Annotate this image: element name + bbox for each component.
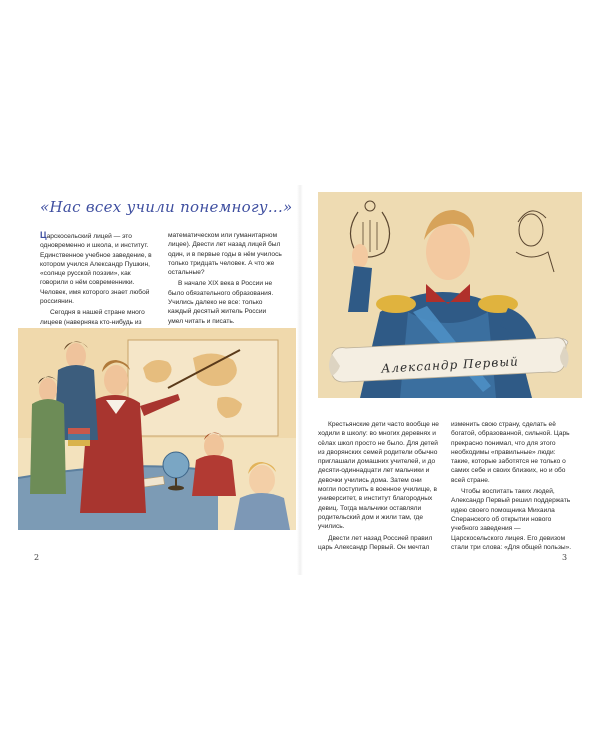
portrait-banner-text: Александр Первый — [380, 354, 520, 376]
paragraph: Чтобы воспитать таких людей, Александр Первый решил поддержать идею своего помощника Михаила Сперанского об открытии нового учебного заведения — Царскосельского лицея. Его девизом стали три слова: «Для общей пользы». — [451, 488, 572, 551]
paragraph: Сегодня в нашей стране много лицеев (наверняка кто-нибудь из — [40, 309, 145, 326]
page-number-left: 2 — [34, 553, 40, 562]
paragraph: Крестьянские дети часто вообще не ходили в школу: во многих деревнях и сёлах школ просто не было. Для детей из дворянских семей родители обычно приглашали домашних учителей, и до десяти-одиннадцати лет мальчики и девочки учились дома. Затем они могли поступить в военное училище, в университет, в институт благородных девиц. Тогда мальчики оставляли родительский дом и жили там, где учились. — [318, 421, 439, 531]
page-gutter — [297, 185, 303, 575]
paragraph: Царскосельский лицей — это одновременно и школа, и институт. Единственное учебное заведение, в котором учился Александр Пушкин, «солнце русской поэзии», как говорили о нём современники. Человек, имя которого знает любой россиянин. — [40, 230, 152, 306]
paragraph: математическом или гуманитарном лицее). Двести лет назад лицей был один, и в первые годы в нём училось только тридцать человек. А что же остальные? — [168, 232, 282, 277]
alexander-portrait-illustration — [318, 192, 582, 398]
chapter-heading: «Нас всех учили понемногу...» — [40, 198, 293, 216]
paragraph: изменить свою страну, сделать её богатой, образованной, сильной. Царь прекрасно понимал, что для этого необходимы «правильные» люди: такие, которые заботятся не только о самих себе и своих близких, но и обо всей стране. — [451, 421, 570, 484]
classroom-illustration — [18, 328, 296, 530]
page-number-right: 3 — [562, 553, 568, 562]
left-text-column-2 — [168, 231, 282, 328]
drop-cap: Ц — [40, 230, 47, 240]
paragraph: Двести лет назад Россией правил царь Александр Первый. Он мечтал — [318, 534, 433, 551]
paragraph: В начале XIX века в России не было обязательного образования. Учились далеко не все: только каждый десятый житель России умел читать и писать. — [168, 280, 274, 325]
right-text-column-2 — [451, 420, 573, 554]
right-text-column-1 — [318, 420, 441, 554]
